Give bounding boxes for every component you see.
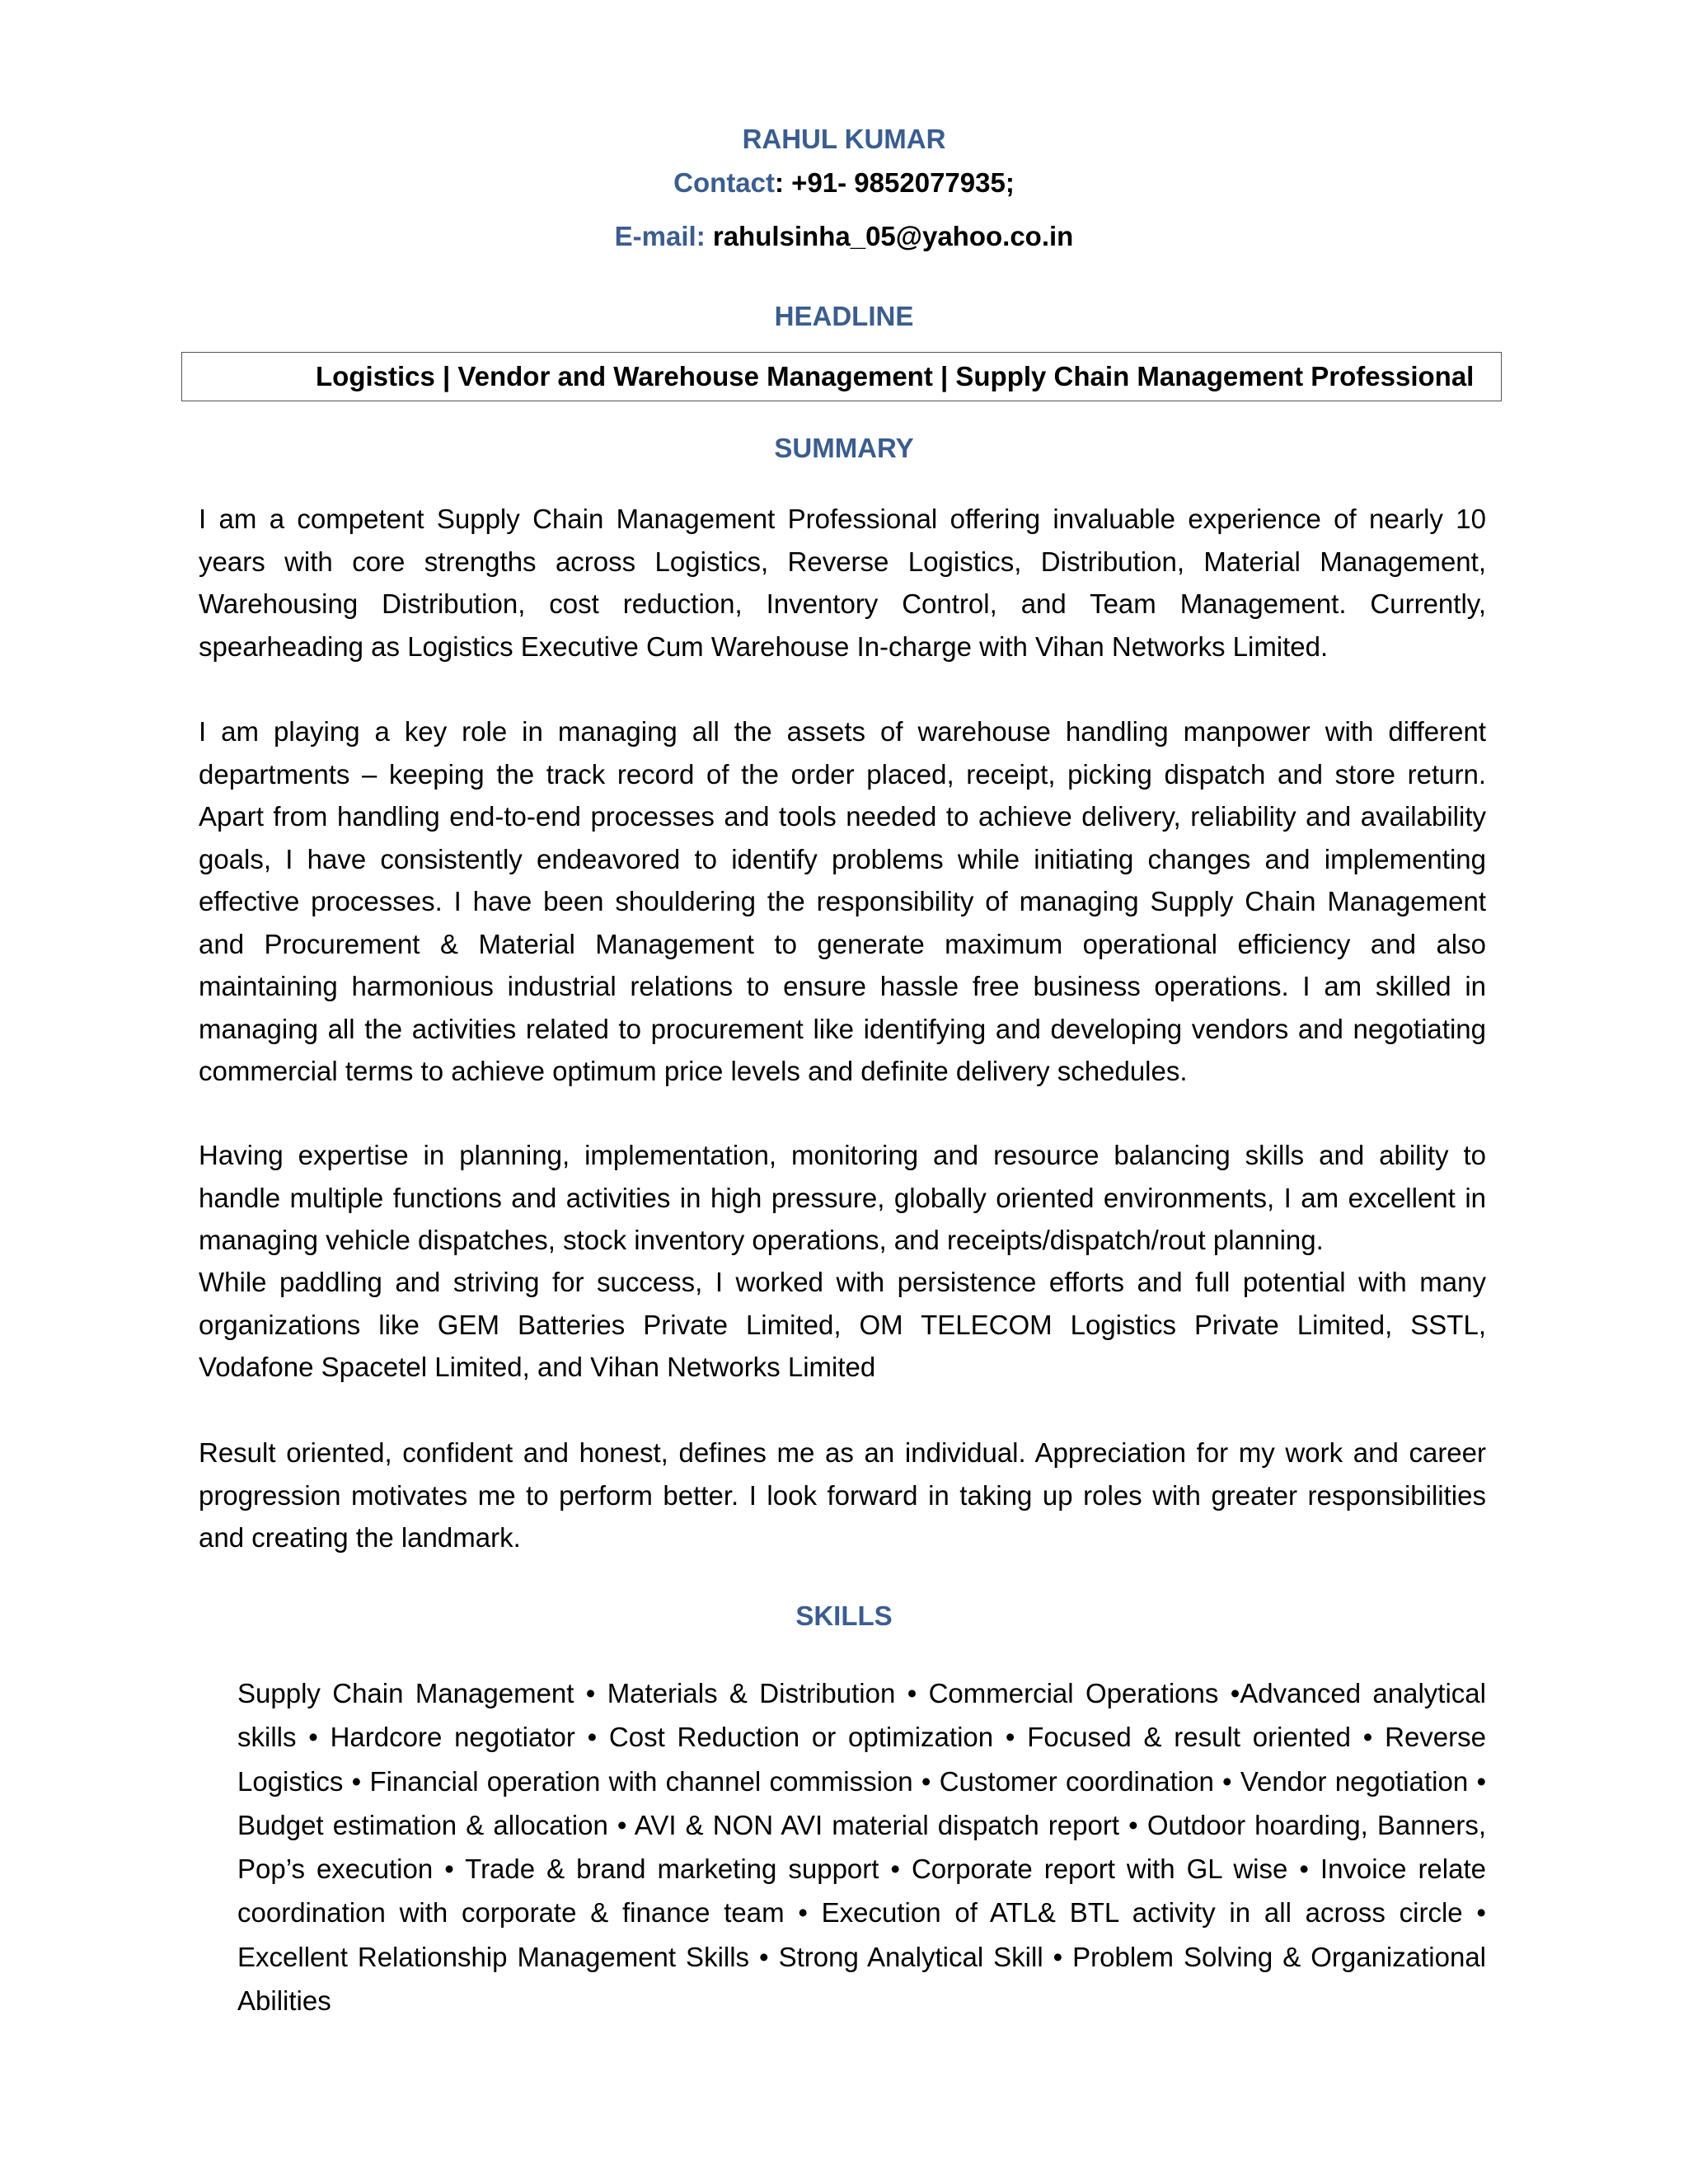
- summary-paragraph: Having expertise in planning, implementation, monitoring and resource balancing skills and ability to handle multiple functions and activities in high pressure, globally oriented environments, I am excellent in managing vehicle dispatches, stock inventory operations, and receipts/dispatch/rout planning.: [199, 1140, 1486, 1255]
- headline-box: [181, 352, 1502, 401]
- email-label: E-mail:: [614, 221, 706, 251]
- contact-line: [0, 167, 1688, 199]
- candidate-name: RAHUL KUMAR: [742, 124, 946, 154]
- email-line: [0, 221, 1688, 252]
- contact-phone: : +91- 9852077935;: [775, 167, 1015, 198]
- email-address: rahulsinha_05@yahoo.co.in: [712, 221, 1074, 251]
- summary-paragraph: Result oriented, confident and honest, defines me as an individual. Appreciation for my work and career progression motivates me to perform better. I look forward in taking up roles with greater responsibilities and creating the landmark.: [199, 1437, 1486, 1553]
- summary-paragraph: I am a competent Supply Chain Management Professional offering invaluable experience of nearly 10 years with core strengths across Logistics, Reverse Logistics, Distribution, Material Management, Warehousing Distribution, cost reduction, Inventory Control, and Team Management. Currently, spearheading as Logistics Executive Cum Warehouse In-charge with Vihan Networks Limited.: [199, 504, 1486, 662]
- headline-text: Logistics | Vendor and Warehouse Management | Supply Chain Management Professional: [316, 361, 1475, 391]
- contact-label: Contact: [673, 167, 776, 198]
- headline-heading: HEADLINE: [774, 301, 914, 331]
- summary-paragraph: While paddling and striving for success, I worked with persistence efforts and full potential with many organizations like GEM Batteries Private Limited, OM TELECOM Logistics Private Limited, SSTL, Vodafone Spacetel Limited, and Vihan Networks Limited: [199, 1267, 1486, 1382]
- summary-paragraph: I am playing a key role in managing all the assets of warehouse handling manpower with different departments – keeping the track record of the order placed, receipt, picking dispatch and store return. Apart from handling end-to-end processes and tools needed to achieve delivery, reliability and availability goals, I have consistently endeavored to identify problems while initiating changes and implementing effective processes. I have been shouldering the responsibility of managing Supply Chain Management and Procurement & Material Management to generate maximum operational efficiency and also maintaining harmonious industrial relations to ensure hassle free business operations. I am skilled in managing all the activities related to procurement like identifying and developing vendors and negotiating commercial terms to achieve optimum price levels and definite delivery schedules.: [199, 716, 1486, 1086]
- skills-list: Supply Chain Management • Materials & Distribution • Commercial Operations •Advanced analytical skills • Hardcore negotiator • Cost Reduction or optimization • Focused & result oriented • Reverse Logistics • Financial operation with channel commission • Customer coordination • Vendor negotiation • Budget estimation & allocation • AVI & NON AVI material dispatch report • Outdoor hoarding, Banners, Pop’s execution • Trade & brand marketing support • Corporate report with GL wise • Invoice relate coordination with corporate & finance team • Execution of ATL& BTL activity in all across circle • Excellent Relationship Management Skills • Strong Analytical Skill • Problem Solving & Organizational Abilities: [237, 1678, 1486, 2017]
- skills-heading: SKILLS: [795, 1601, 893, 1631]
- summary-heading: SUMMARY: [774, 433, 914, 463]
